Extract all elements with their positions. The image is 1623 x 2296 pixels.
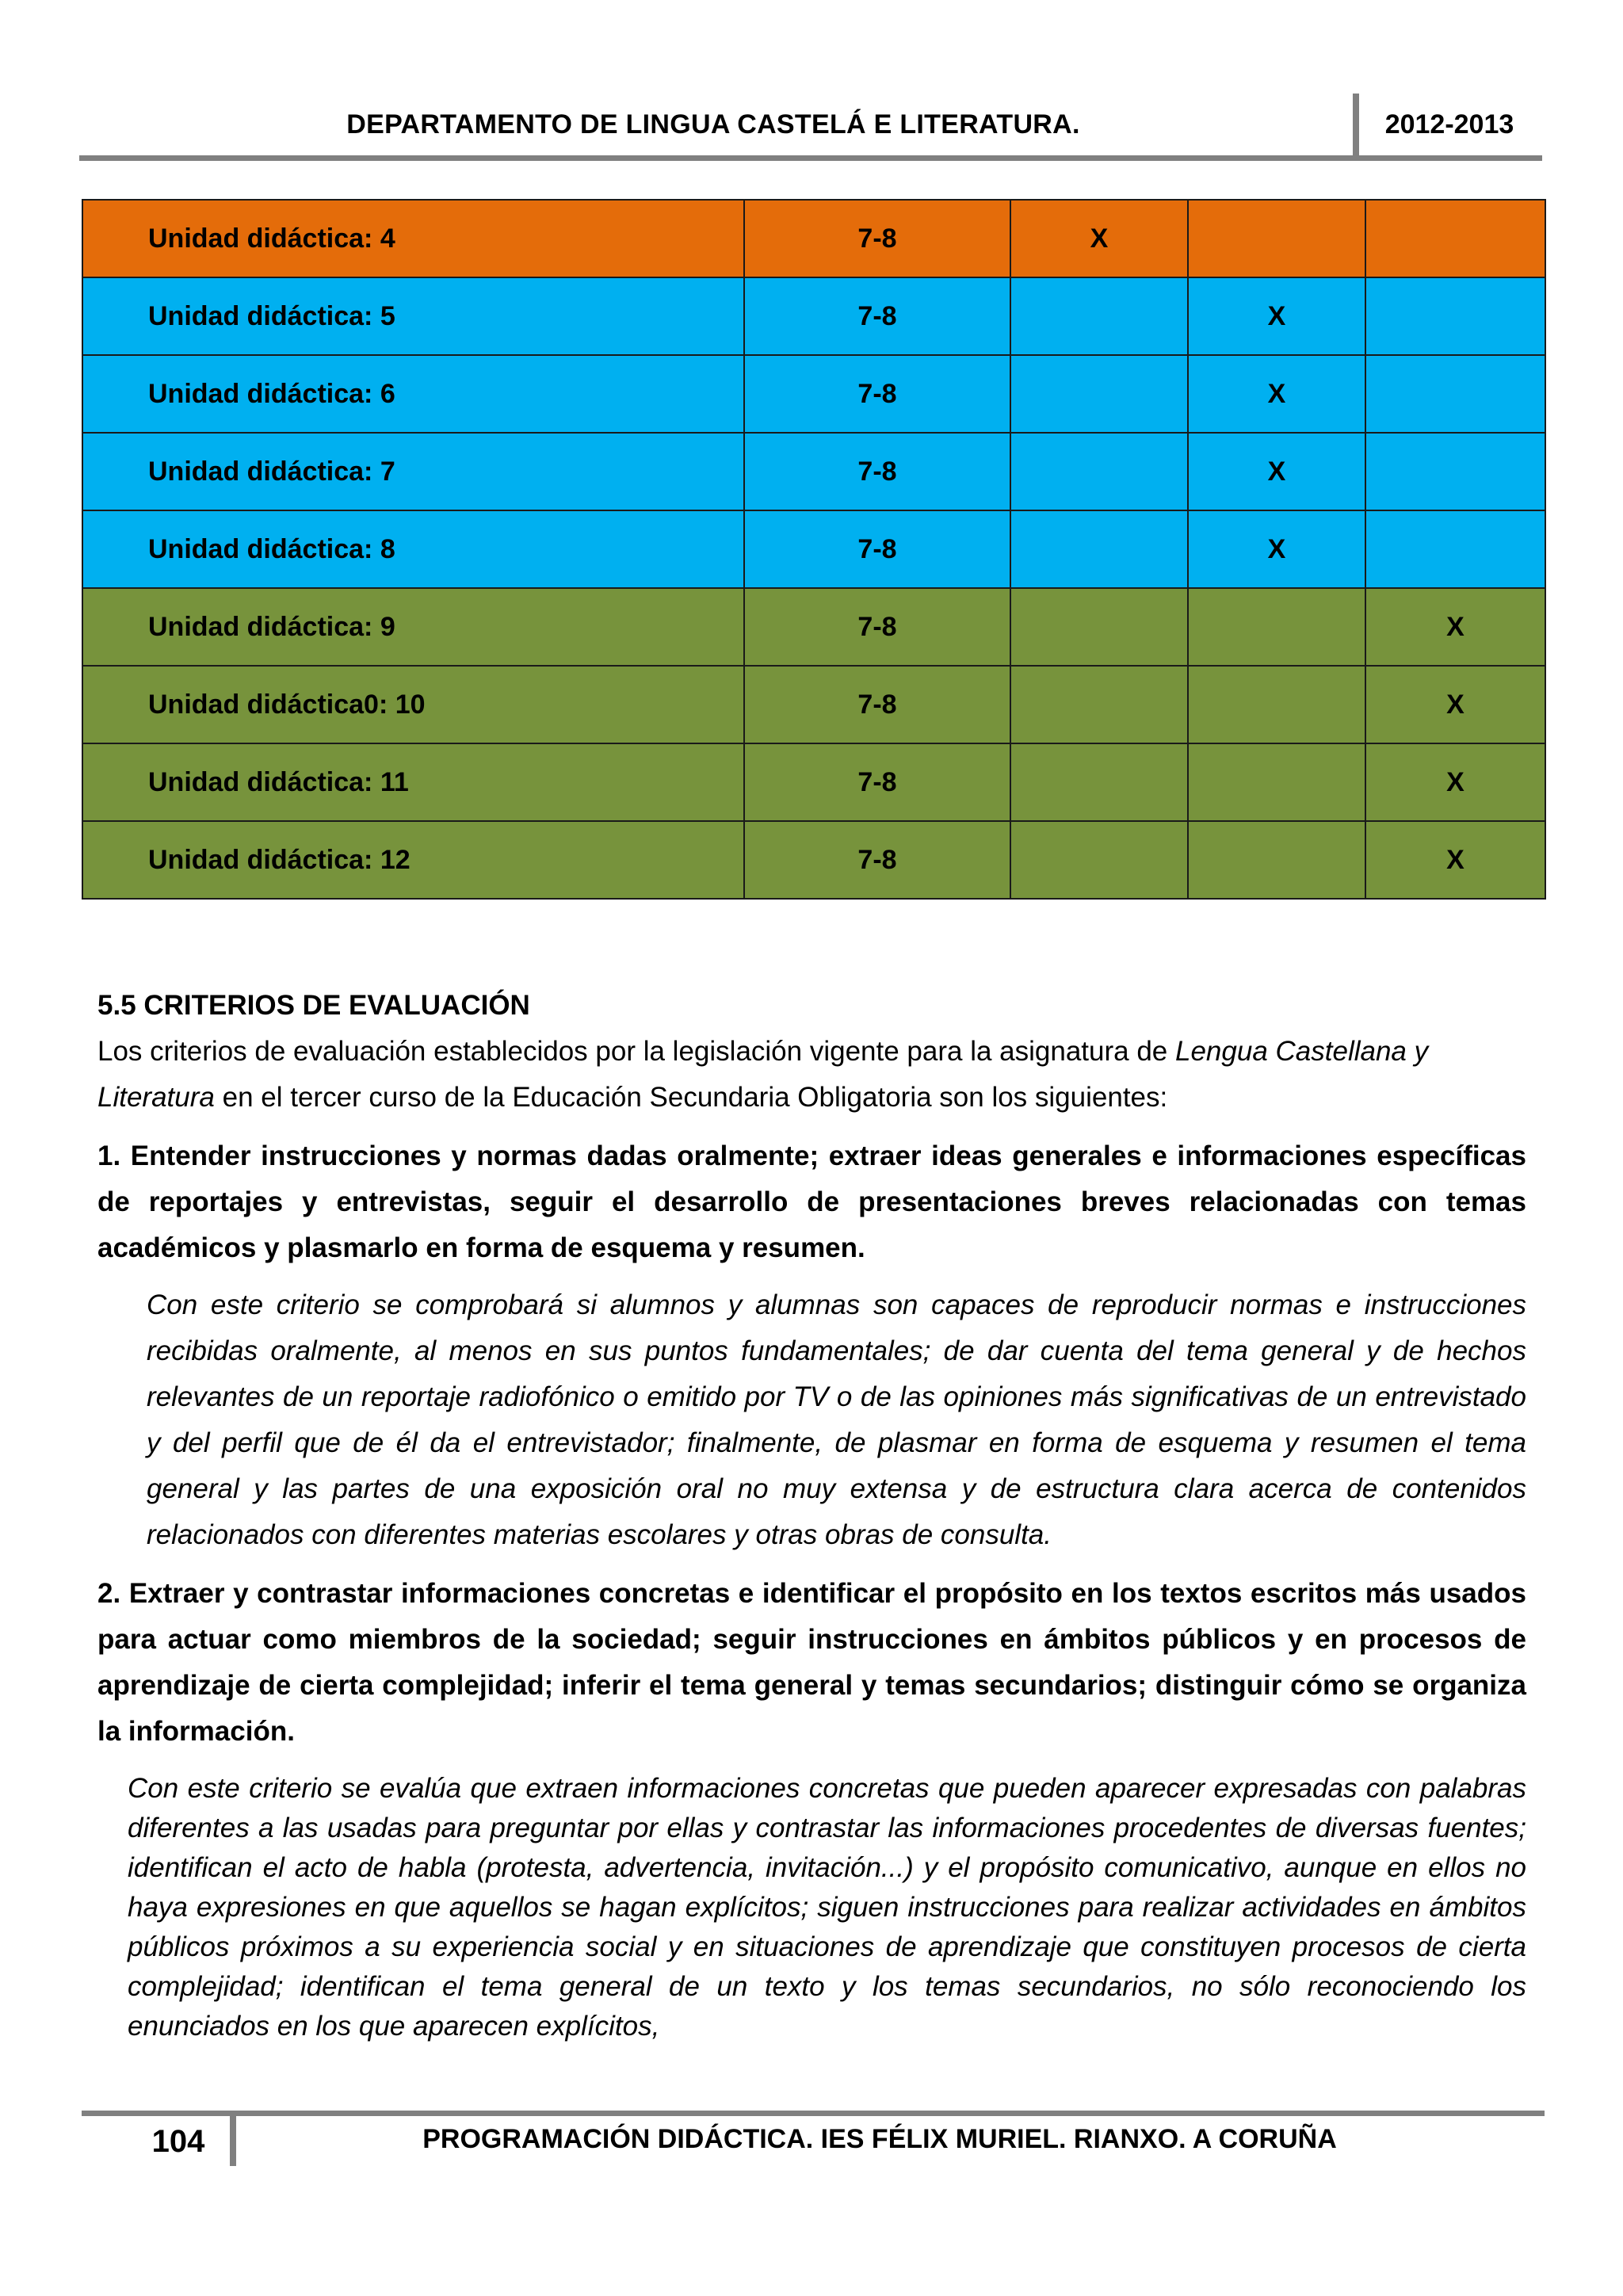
header-rule: [79, 155, 1542, 161]
unit-term-1: [1010, 666, 1188, 743]
unit-sessions: 7-8: [744, 666, 1010, 743]
unit-sessions: 7-8: [744, 510, 1010, 588]
footer-rule: [82, 2111, 1545, 2116]
unit-term-3: X: [1365, 743, 1545, 821]
unit-term-2: [1188, 588, 1365, 666]
unit-term-1: [1010, 743, 1188, 821]
unit-name: Unidad didáctica: 5: [82, 277, 744, 355]
unit-term-1: [1010, 277, 1188, 355]
unit-term-2: [1188, 743, 1365, 821]
unit-term-1: [1010, 355, 1188, 433]
page-number: 104: [151, 2124, 205, 2159]
unit-term-2: X: [1188, 355, 1365, 433]
table-row: [82, 355, 1545, 433]
intro-subject: Lengua Castellana y Literatura: [97, 1036, 1429, 1113]
table-row: [82, 277, 1545, 355]
table-row: [82, 588, 1545, 666]
unit-term-3: X: [1365, 821, 1545, 899]
intro-paragraph: [97, 1029, 1526, 1121]
unit-name: Unidad didáctica: 9: [82, 588, 744, 666]
intro-text-b: en el tercer curso de la Educación Secundaria Obligatoria son los siguientes:: [214, 1082, 1168, 1113]
unit-sessions: 7-8: [744, 743, 1010, 821]
header-title: DEPARTAMENTO DE LINGUA CASTELÁ E LITERATURA.: [346, 109, 1080, 139]
unit-term-3: X: [1365, 588, 1545, 666]
unit-name: Unidad didáctica: 7: [82, 433, 744, 510]
unit-term-2: X: [1188, 510, 1365, 588]
unit-term-2: [1188, 666, 1365, 743]
unit-sessions: 7-8: [744, 200, 1010, 277]
unit-sessions: 7-8: [744, 588, 1010, 666]
criterion-1-explanation: Con este criterio se comprobará si alumnos y alumnas son capaces de reproducir normas e instrucciones recibidas oralmente, al menos en sus puntos fundamentales; de dar cuenta del tema general y de hechos relevantes de un reportaje radiofónico o emitido por TV o de las opiniones más significativas de un entrevistado y del perfil que de él da el entrevistador; finalmente, de plasmar en forma de esquema y resumen el tema general y las partes de una exposición oral no muy extensa y de estructura clara acerca de contenidos relacionados con diferentes materias escolares y otras obras de consulta.: [147, 1289, 1526, 1550]
unit-name: Unidad didáctica: 6: [82, 355, 744, 433]
criterion-2: 2. Extraer y contrastar informaciones concretas e identificar el propósito en los textos escritos más usados para actuar como miembros de la sociedad; seguir instrucciones en ámbitos públicos y en procesos de aprendizaje de cierta complejidad; inferir el tema general y temas secundarios; distinguir cómo se organiza la información.: [97, 1578, 1526, 1747]
unit-term-2: X: [1188, 277, 1365, 355]
table-row: [82, 433, 1545, 510]
unit-term-1: X: [1010, 200, 1188, 277]
table-row: [82, 743, 1545, 821]
unit-sessions: 7-8: [744, 277, 1010, 355]
table-row: [82, 510, 1545, 588]
table-row: [82, 821, 1545, 899]
unit-term-3: X: [1365, 666, 1545, 743]
unit-name: Unidad didáctica: 12: [82, 821, 744, 899]
unit-term-1: [1010, 433, 1188, 510]
unit-term-3: [1365, 355, 1545, 433]
section-title: 5.5 CRITERIOS DE EVALUACIÓN: [97, 990, 530, 1021]
unit-sessions: 7-8: [744, 821, 1010, 899]
unit-term-1: [1010, 821, 1188, 899]
unit-term-1: [1010, 510, 1188, 588]
unit-term-2: [1188, 200, 1365, 277]
unit-name: Unidad didáctica: 8: [82, 510, 744, 588]
unit-sessions: 7-8: [744, 433, 1010, 510]
unit-term-2: [1188, 821, 1365, 899]
table-row: [82, 200, 1545, 277]
unit-term-1: [1010, 588, 1188, 666]
criterion-1: 1. Entender instrucciones y normas dadas oralmente; extraer ideas generales e informaciones específicas de reportajes y entrevistas, seguir el desarrollo de presentaciones breves relacionadas con temas académicos y plasmarlo en forma de esquema y resumen.: [97, 1140, 1526, 1263]
document-body: [97, 983, 1526, 2046]
unit-term-2: X: [1188, 433, 1365, 510]
table-row: [82, 666, 1545, 743]
unit-term-3: [1365, 510, 1545, 588]
unit-term-3: [1365, 277, 1545, 355]
units-table: [82, 199, 1546, 900]
footer-text: PROGRAMACIÓN DIDÁCTICA. IES FÉLIX MURIEL. RIANXO. A CORUÑA: [422, 2124, 1337, 2154]
footer-divider: [230, 2111, 236, 2166]
unit-term-3: [1365, 200, 1545, 277]
unit-name: Unidad didáctica: 4: [82, 200, 744, 277]
unit-term-3: [1365, 433, 1545, 510]
criterion-2-explanation: Con este criterio se evalúa que extraen informaciones concretas que pueden aparecer expresadas con palabras diferentes a las usadas para preguntar por ellas y contrastar las informaciones procedentes de diversas fuentes; identifican el acto de habla (protesta, advertencia, invitación...) y el propósito comunicativo, aunque en ellos no haya expresiones en que aquellos se hagan explícitos; siguen instrucciones para realizar actividades en ámbitos públicos próximos a su experiencia social y en situaciones de aprendizaje que constituyen procesos de cierta complejidad; identifican el tema general de un texto y los temas secundarios, no sólo reconociendo los enunciados en los que aparecen explícitos,: [128, 1773, 1526, 2042]
header-year: 2012-2013: [1384, 109, 1514, 139]
unit-sessions: 7-8: [744, 355, 1010, 433]
unit-name: Unidad didáctica0: 10: [82, 666, 744, 743]
unit-name: Unidad didáctica: 11: [82, 743, 744, 821]
intro-text-a: Los criterios de evaluación establecidos por la legislación vigente para la asignatura de: [97, 1036, 1175, 1067]
